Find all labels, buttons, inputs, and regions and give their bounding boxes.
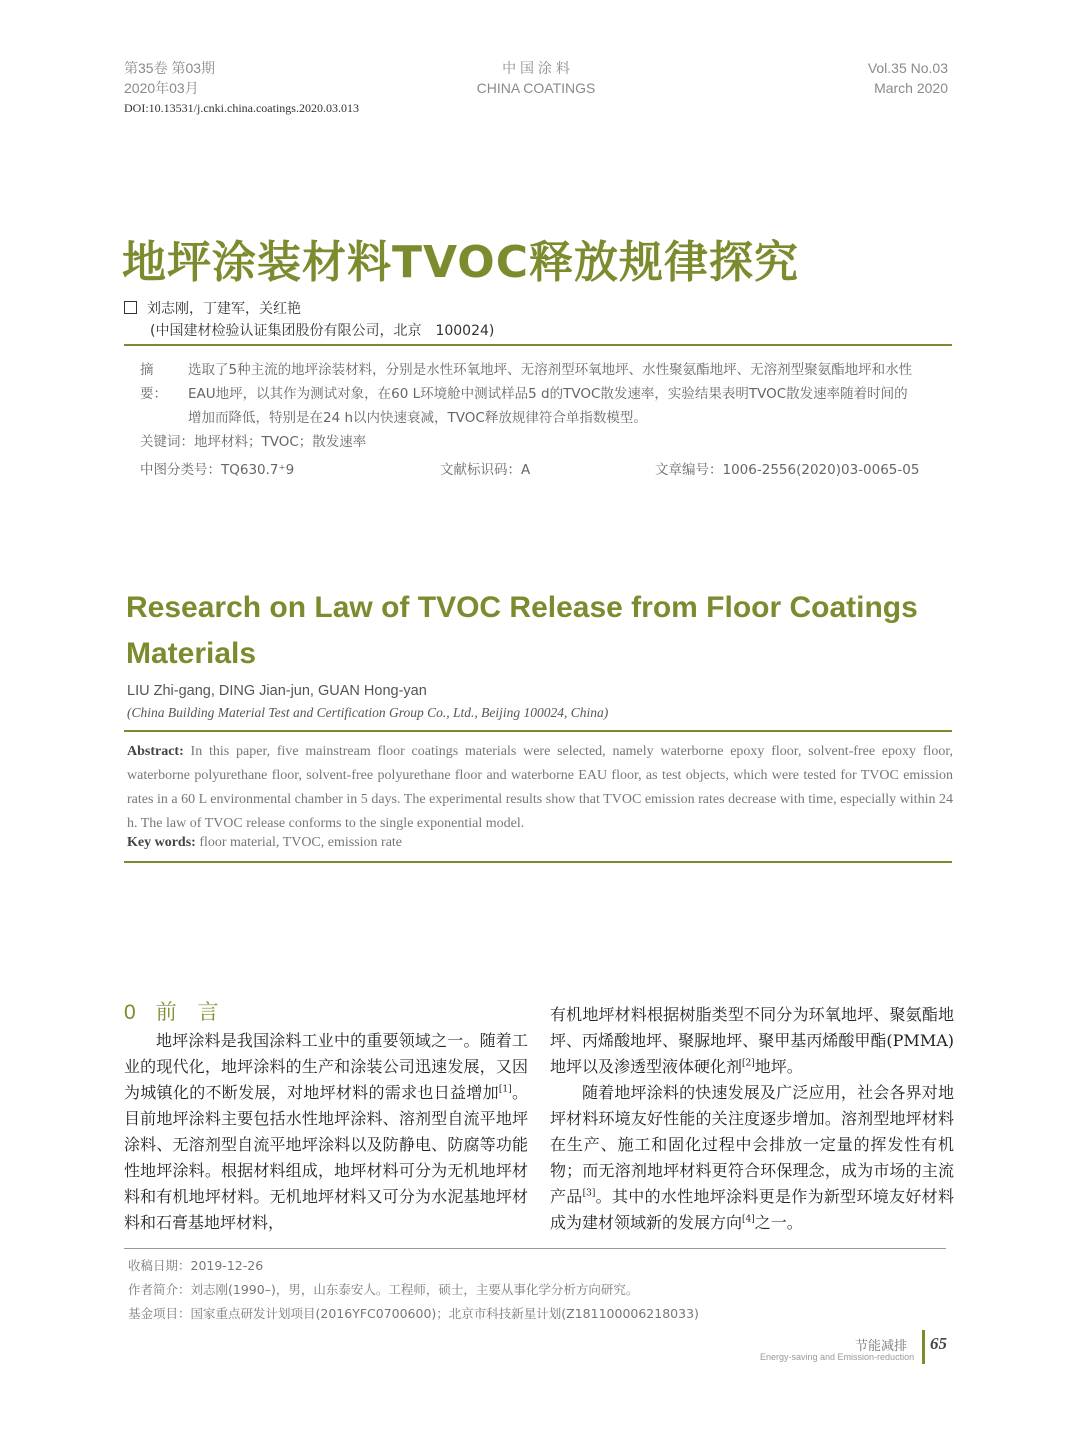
paragraph-text: 地坪。: [754, 1057, 803, 1076]
citation-ref[interactable]: [1]: [498, 1084, 512, 1095]
paragraph: [550, 1002, 954, 1080]
citation-ref[interactable]: [4]: [742, 1214, 755, 1225]
footer-column-cn: 节能减排: [855, 1339, 908, 1354]
author-names-cn: 刘志刚，丁建军，关红艳: [147, 301, 301, 317]
paper-title-en: Research on Law of TVOC Release from Floor Coatings Materials: [126, 591, 918, 670]
running-header-right: [868, 58, 948, 98]
footer-column-en: Energy-saving and Emission-reduction: [760, 1352, 915, 1362]
abstract-label-en: Abstract:: [127, 744, 184, 759]
date-cn: 2020年03月: [124, 80, 199, 96]
square-bullet-icon: [124, 301, 137, 314]
clc-number: 中图分类号：TQ630.7⁺9: [140, 462, 295, 478]
volume-issue-en: Vol.35 No.03: [867, 60, 948, 76]
keywords-en: [127, 835, 402, 851]
paragraph-text: 。目前地坪涂料主要包括水性地坪涂料、溶剂型自流平地坪涂料、无溶剂型自流平地坪涂料以及防静电、防腐等功能性地坪涂料。根据材料组成，地坪材料可分为无机地坪材料和有机地坪材料。无机地坪材料又可分为水泥基地坪材料和石膏基地坪材料，: [124, 1083, 528, 1232]
citation-ref[interactable]: [2]: [742, 1058, 755, 1069]
paragraph: [550, 1080, 954, 1236]
page-number: 65: [930, 1334, 947, 1353]
abstract-cn: [140, 358, 920, 430]
body-column-right: [550, 1002, 954, 1236]
doi[interactable]: DOI:10.13531/j.cnki.china.coatings.2020.03.013: [124, 101, 359, 115]
authors-en: LIU Zhi-gang, DING Jian-jun, GUAN Hong-yan: [127, 683, 427, 699]
footnote-rule: [124, 1248, 946, 1249]
keywords-label-en: Key words:: [127, 835, 196, 850]
paper-title-cn: 地坪涂装材料TVOC释放规律探究: [122, 237, 799, 288]
document-code: 文献标识码：A: [440, 462, 531, 478]
keywords-text-en: floor material, TVOC, emission rate: [195, 835, 403, 850]
funding-info: 基金项目：国家重点研发计划项目(2016YFC0700600)；北京市科技新星计划(Z181100006218033): [128, 1306, 699, 1321]
paragraph-text: 。其中的水性地坪涂料更是作为新型环境友好材料成为建材领域新的发展方向: [550, 1187, 954, 1232]
paragraph: [124, 1028, 528, 1236]
divider-rule: [124, 344, 952, 346]
keywords-cn: 关键词：地坪材料；TVOC；散发速率: [140, 434, 367, 450]
article-number: 文章编号：1006-2556(2020)03-0065-05: [655, 462, 920, 478]
affiliation-en: (China Building Material Test and Certification Group Co., Ltd., Beijing 100024, China): [127, 705, 609, 720]
affiliation-cn: (中国建材检验认证集团股份有限公司，北京 100024): [150, 323, 495, 339]
journal-name-en: CHINA COATINGS: [476, 80, 596, 96]
abstract-text-en: In this paper, five mainstream floor coatings materials were selected, namely waterborne epoxy floor, solvent-free epoxy floor, waterborne polyurethane floor, solvent-free polyurethane floor and waterborne EAU floor, as test objects, which were tested for TVOC emission rates in a 60 L environmental chamber in 5 days. The experimental results show that TVOC emission rates decrease with time, especially within 24 h. The law of TVOC release conforms to the single exponential model.: [127, 744, 953, 831]
body-column-left: [124, 1028, 528, 1236]
abstract-en: [127, 740, 953, 836]
section-heading: [124, 996, 219, 1026]
section-number: 0: [124, 1001, 136, 1024]
paragraph-text: 有机地坪材料根据树脂类型不同分为环氧地坪、聚氨酯地坪、丙烯酸地坪、聚脲地坪、聚甲基丙烯酸甲酯(PMMA)地坪以及渗透型液体硬化剂: [550, 1005, 954, 1076]
date-en: March 2020: [874, 80, 948, 96]
volume-issue-cn: 第35卷 第03期: [124, 60, 216, 76]
authors-cn: [124, 298, 301, 318]
abstract-text-cn: 选取了5种主流的地坪涂装材料，分别是水性环氧地坪、无溶剂型环氧地坪、水性聚氨酯地坪、无溶剂型聚氨酯地坪和水性EAU地坪，以其作为测试对象，在60 L环境舱中测试样品5 d的TVOC散发速率，实验结果表明TVOC散发速率随着时间的增加而降低，特别是在24 h以内快速衰减，TVOC释放规律符合单指数模型。: [188, 362, 913, 426]
paragraph-text: 随着地坪涂料的快速发展及广泛应用，社会各界对地坪材料环境友好性能的关注度逐步增加。溶剂型地坪材料在生产、施工和固化过程中会排放一定量的挥发性有机物；而无溶剂地坪材料更符合环保理念，成为市场的主流产品: [550, 1083, 954, 1206]
footer-accent-bar: [922, 1330, 925, 1364]
section-title: 前 言: [155, 1000, 219, 1024]
journal-name-cn: 中 国 涂 料: [502, 60, 570, 76]
paragraph-text: 地坪涂料是我国涂料工业中的重要领域之一。随着工业的现代化，地坪涂料的生产和涂装公司迅速发展，又因为城镇化的不断发展，对地坪材料的需求也日益增加: [124, 1031, 528, 1102]
paragraph-text: 之一。: [754, 1213, 803, 1232]
abstract-label-cn: 摘 要：: [140, 362, 167, 402]
divider-rule: [124, 730, 952, 732]
received-date: 收稿日期：2019-12-26: [128, 1258, 264, 1273]
divider-rule: [124, 861, 952, 863]
author-bio: 作者简介：刘志刚(1990–)，男，山东泰安人。工程师，硕士，主要从事化学分析方向研究。: [128, 1282, 639, 1297]
citation-ref[interactable]: [3]: [582, 1188, 596, 1199]
